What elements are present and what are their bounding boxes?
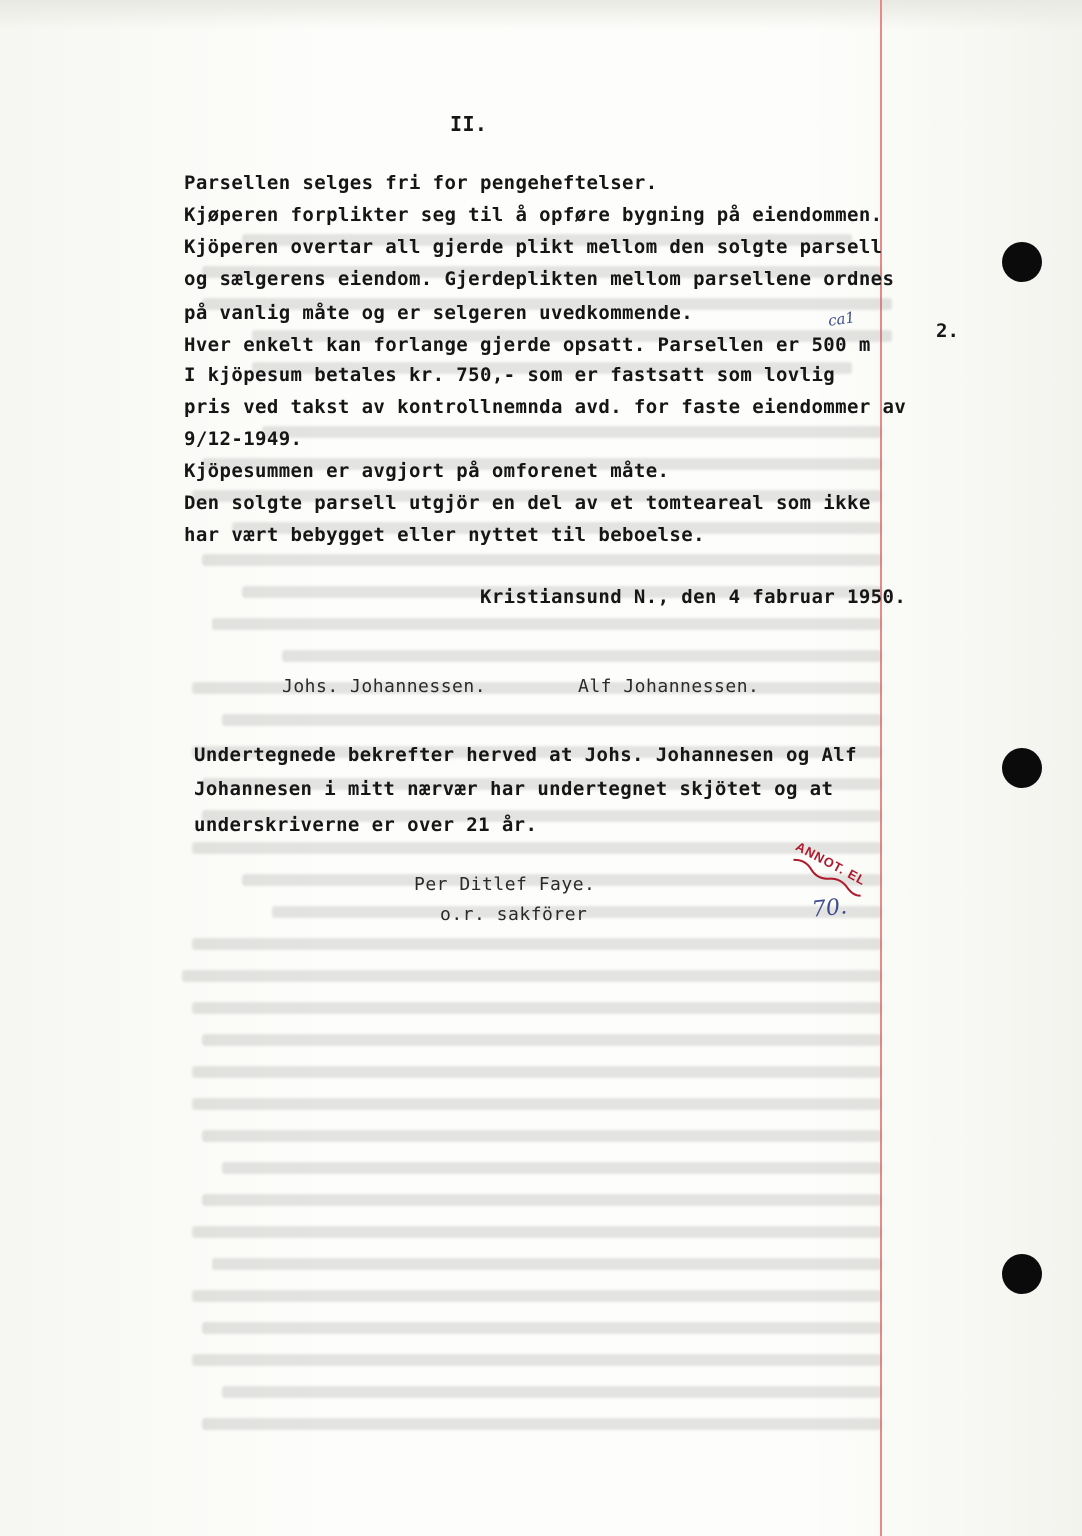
body-line: Kjøperen forplikter seg til å opføre bygning på eiendommen. [184, 204, 883, 226]
body-line: på vanlig måte og er selgeren uvedkommende. [184, 302, 694, 324]
page-top-shadow [0, 0, 1082, 30]
body-line: Kjöpesummen er avgjort på omforenet måte. [184, 460, 670, 482]
area-superscript: 2. [936, 320, 959, 342]
stamp-label: ANNOT. EL [793, 838, 869, 889]
stamp-number: 70. [810, 894, 849, 923]
punch-hole [1002, 748, 1042, 788]
body-line: og sælgerens eiendom. Gjerdeplikten mellom parsellene ordnes [184, 268, 895, 290]
signature-left: Johs. Johannessen. [282, 676, 487, 697]
body-line: pris ved takst av kontrollnemnda avd. for faste eiendommer av [184, 396, 907, 418]
body-line: har vært bebygget eller nyttet til beboelse. [184, 524, 705, 546]
body-line: I kjöpesum betales kr. 750,- som er fastsatt som lovlig [184, 364, 836, 386]
body-line: Hver enkelt kan forlange gjerde opsatt. Parsellen er 500 m [184, 334, 871, 356]
witness-line: Undertegnede bekrefter herved at Johs. Johannesen og Alf [194, 744, 857, 766]
witness-name: Per Ditlef Faye. [414, 874, 596, 895]
section-heading: II. [450, 112, 488, 136]
witness-title: o.r. sakförer [440, 904, 588, 925]
body-line: 9/12-1949. [184, 428, 303, 450]
body-line: Parsellen selges fri for pengeheftelser. [184, 172, 658, 194]
punch-hole [1002, 1254, 1042, 1294]
punch-hole [1002, 242, 1042, 282]
handwritten-annotation: ca1 [826, 308, 857, 330]
body-line: Kjöperen overtar all gjerde plikt mellom den solgte parsell [184, 236, 883, 258]
margin-rule [880, 0, 882, 1536]
signature-right: Alf Johannessen. [578, 676, 760, 697]
witness-line: underskriverne er over 21 år. [194, 814, 538, 836]
place-date: Kristiansund N., den 4 fabruar 1950. [480, 586, 907, 608]
witness-line: Johannesen i mitt nærvær har undertegnet skjötet og at [194, 778, 834, 800]
body-line: Den solgte parsell utgjör en del av et tomteareal som ikke [184, 492, 871, 514]
